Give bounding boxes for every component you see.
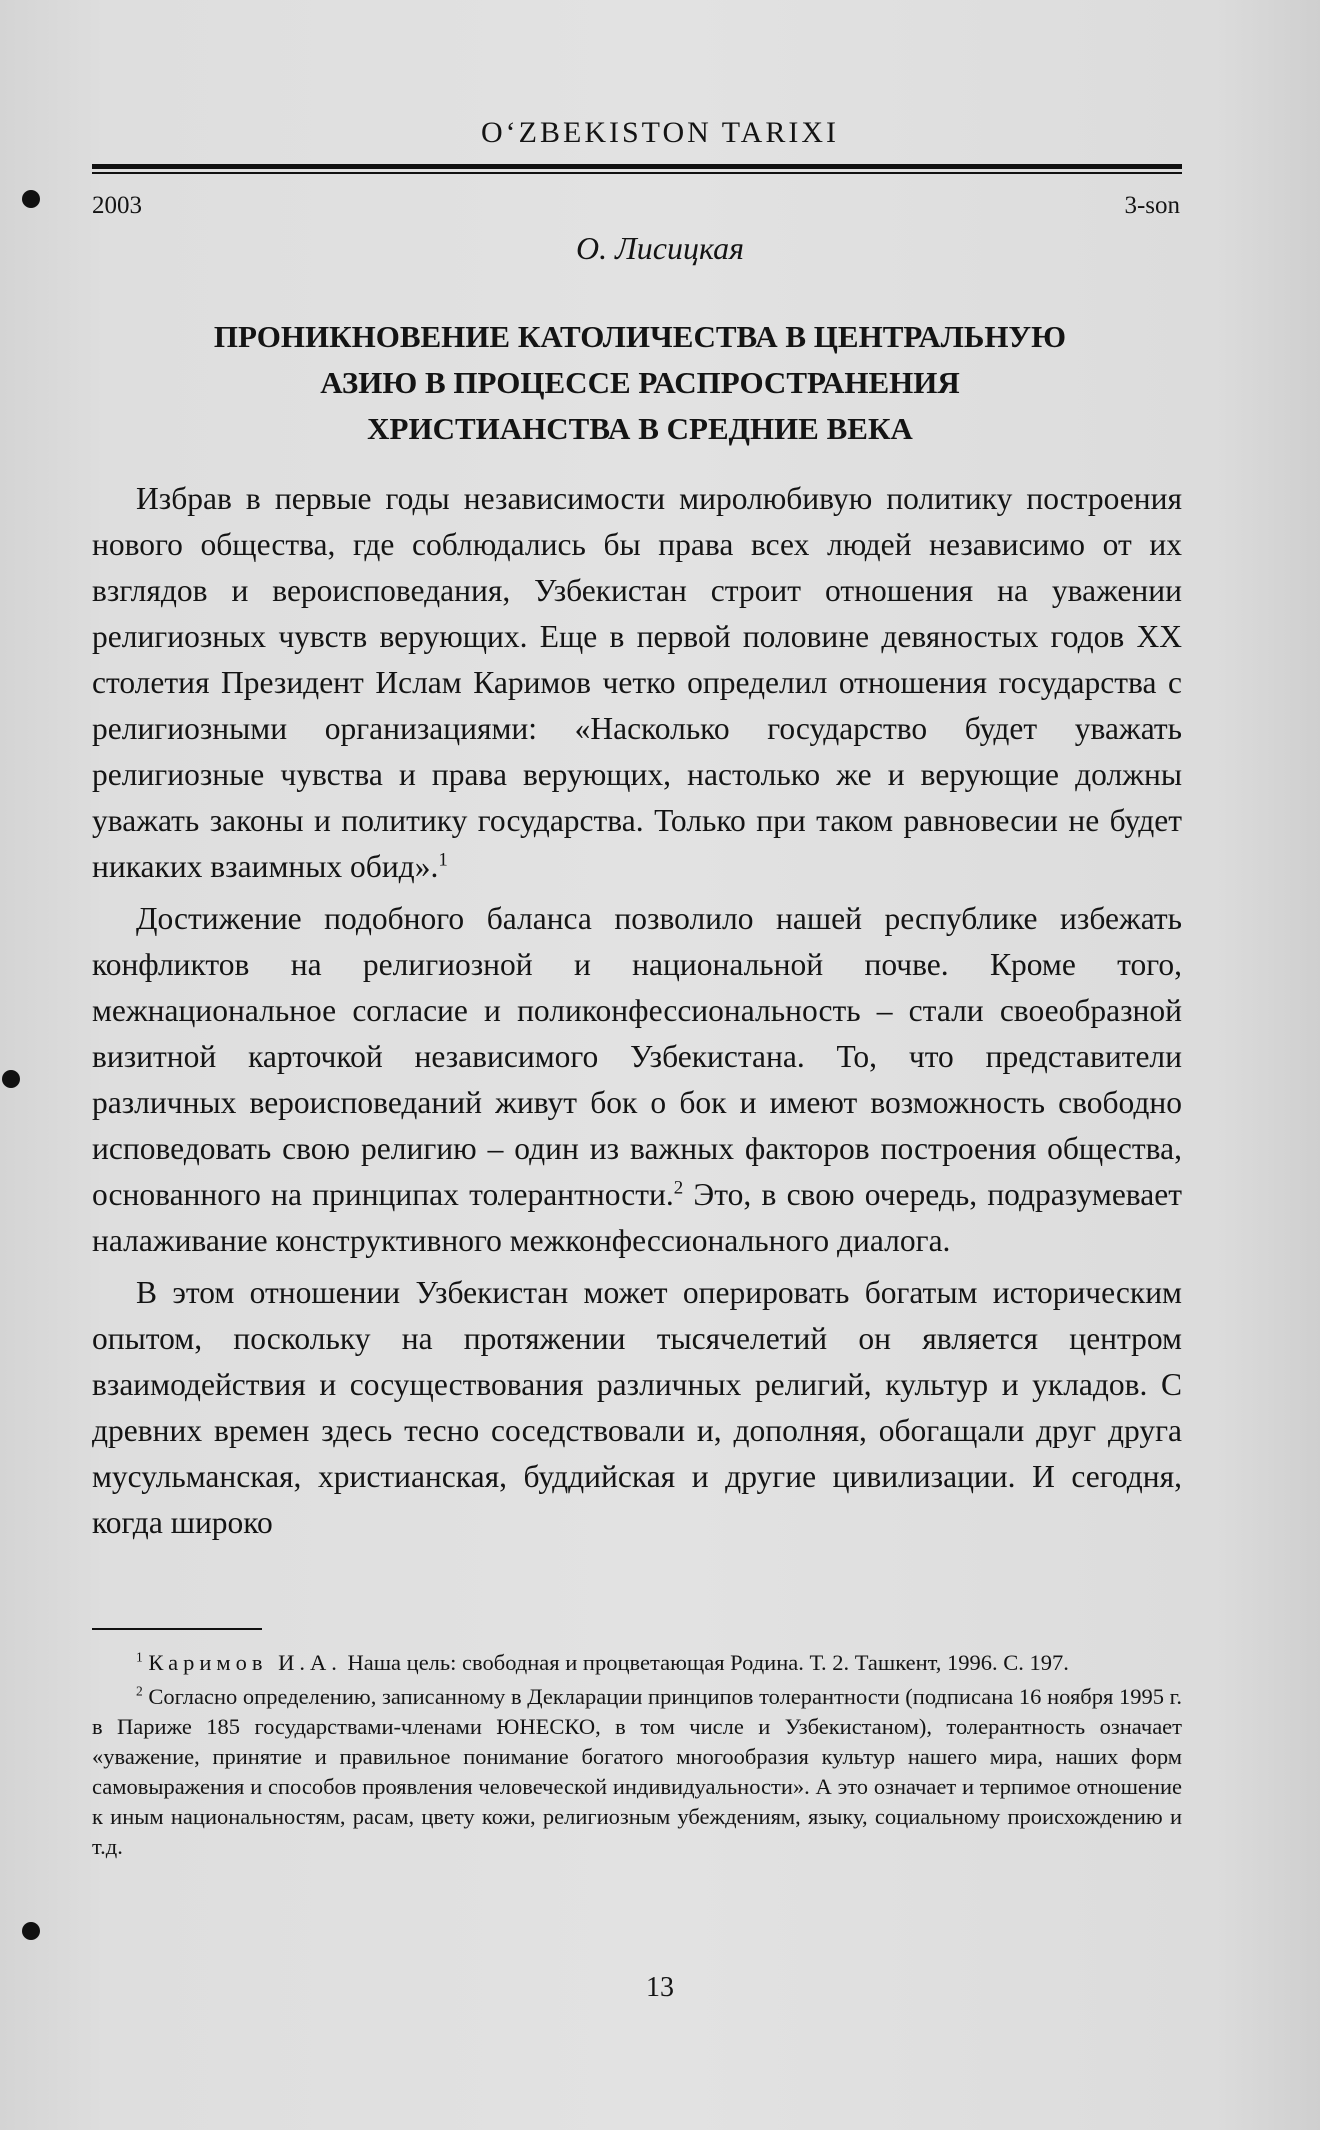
article-author: О. Лисицкая — [575, 230, 745, 266]
title-line: АЗИЮ В ПРОЦЕССЕ РАСПРОСТРАНЕНИЯ — [320, 365, 960, 400]
header-rule-thin — [92, 172, 1182, 174]
footnotes — [92, 1648, 1182, 1866]
binder-hole-middle — [2, 1070, 20, 1088]
article-body — [92, 476, 1182, 1552]
journal-title: O‘ZBEKISTON TARIXI — [481, 116, 839, 149]
footnote-2 — [92, 1682, 1182, 1862]
footnote-text: Наша цель: свободная и процветающая Родина. Т. 2. Ташкент, 1996. С. 197. — [341, 1650, 1069, 1675]
footnote-ref-1: 1 — [438, 849, 448, 871]
paragraph-text: Достижение подобного баланса позволило нашей республике избежать конфликтов на религиозной и национальной почве. Кроме того, межнациональное согласие и поликонфессиональность – стали своеобразной визитной карточкой независимого Узбекистана. То, что представители различных вероисповеданий живут бок о бок и имеют возможность свободно исповедовать свою религию – один из важных факторов построения общества, основанного на принципах толерантности. — [92, 901, 1182, 1212]
footnote-text: Согласно определению, записанному в Декларации принципов толерантности (подписана 16 ноября 1995 г. в Париже 185 государствами-членами ЮНЕСКО, в том числе и Узбекистаном), толерантность означает «уважение, принятие и правильное понимание богатого многообразия культур нашего мира, наших форм самовыражения и способов проявления человеческой индивидуальности». А это означает и терпимое отношение к иным национальностям, расам, цвету кожи, религиозным убеждениям, языку, социальному происхождению и т.д. — [92, 1684, 1182, 1859]
footnote-ref-2: 2 — [673, 1177, 684, 1199]
footnote-separator — [92, 1628, 262, 1630]
paragraph-2 — [92, 896, 1182, 1264]
paragraph-3 — [92, 1270, 1182, 1546]
paragraph-text: Избрав в первые годы независимости миролюбивую политику построения нового общества, где соблюдались бы права всех людей независимо от их взглядов и вероисповедания, Узбекистан строит отношения на уважении религиозных чувств верующих. Еще в первой половине девяностых годов XX столетия Президент Ислам Каримов четко определил отношения государства с религиозными организациями: «Насколько государство будет уважать религиозные чувства и права верующих, настолько же и верующие должны уважать законы и политику государства. Только при таком равновесии не будет никаких взаимных обид». — [92, 481, 1182, 884]
page-number: 13 — [646, 1972, 674, 2003]
header-rule-thick — [92, 164, 1182, 169]
issue-number: 3-son — [1124, 192, 1180, 219]
title-line: ПРОНИКНОВЕНИЕ КАТОЛИЧЕСТВА В ЦЕНТРАЛЬНУЮ — [213, 319, 1067, 354]
paragraph-1 — [92, 476, 1182, 890]
footnote-mark: 1 — [136, 1649, 143, 1665]
paragraph-text-continued: Это, в свою очередь, подразумевает налаживание конструктивного межконфессионального диалога. — [92, 1177, 1182, 1258]
footnote-mark: 2 — [136, 1683, 143, 1699]
binder-hole-top — [22, 190, 40, 208]
footnote-1 — [92, 1648, 1182, 1678]
footnote-author: Каримов И.А. — [148, 1650, 342, 1675]
title-line: ХРИСТИАНСТВА В СРЕДНИЕ ВЕКА — [367, 411, 913, 446]
paragraph-text: В этом отношении Узбекистан может оперировать богатым историческим опытом, поскольку на протяжении тысячелетий он является центром взаимодействия и сосуществования различных религий, культур и укладов. С древних времен здесь тесно соседствовали и, дополняя, обогащали друг друга мусульманская, христианская, буддийская и другие цивилизации. И сегодня, когда широко — [92, 1275, 1182, 1540]
article-title — [100, 314, 1180, 452]
issue-year: 2003 — [92, 192, 142, 219]
binder-hole-bottom — [22, 1922, 40, 1940]
